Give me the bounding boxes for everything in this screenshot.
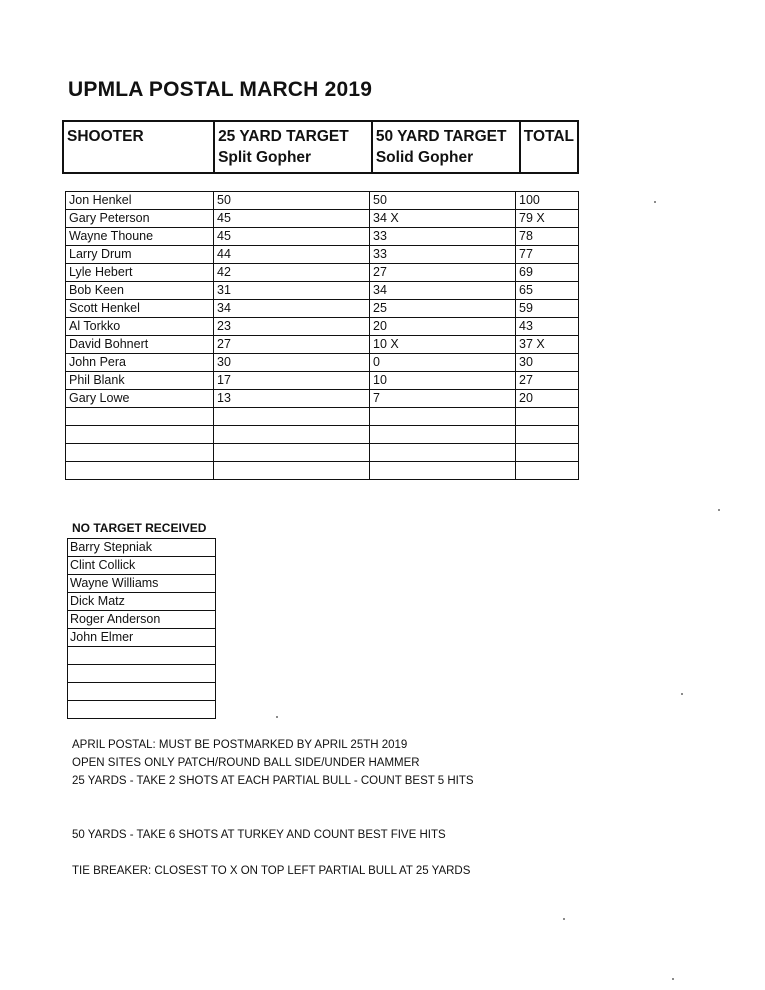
total-cell: 37 X <box>516 336 579 354</box>
total-cell: 59 <box>516 300 579 318</box>
table-row <box>66 228 579 246</box>
score-25-cell <box>214 426 370 444</box>
table-row <box>66 426 579 444</box>
no-target-table <box>67 538 216 719</box>
no-target-name: Roger Anderson <box>68 611 216 629</box>
header-25-yard-subtitle: Split Gopher <box>218 149 312 166</box>
note-april-postal: APRIL POSTAL: MUST BE POSTMARKED BY APRIL 25TH 2019 <box>72 739 408 751</box>
total-cell: 78 <box>516 228 579 246</box>
score-25-cell: 31 <box>214 282 370 300</box>
no-target-name <box>68 701 216 719</box>
shooter-cell: Phil Blank <box>66 372 214 390</box>
table-row <box>66 282 579 300</box>
score-50-cell: 0 <box>370 354 516 372</box>
list-item <box>68 647 216 665</box>
no-target-name <box>68 665 216 683</box>
shooter-cell: Lyle Hebert <box>66 264 214 282</box>
score-25-cell: 30 <box>214 354 370 372</box>
note-open-sites: OPEN SITES ONLY PATCH/ROUND BALL SIDE/UNDER HAMMER <box>72 757 420 769</box>
table-row <box>66 264 579 282</box>
total-cell: 30 <box>516 354 579 372</box>
no-target-name: Clint Collick <box>68 557 216 575</box>
total-cell: 27 <box>516 372 579 390</box>
score-25-cell: 34 <box>214 300 370 318</box>
scan-speck <box>681 693 683 695</box>
scan-speck <box>672 978 674 980</box>
shooter-cell: Bob Keen <box>66 282 214 300</box>
shooter-cell: Gary Peterson <box>66 210 214 228</box>
score-25-cell <box>214 444 370 462</box>
note-tie-breaker: TIE BREAKER: CLOSEST TO X ON TOP LEFT PARTIAL BULL AT 25 YARDS <box>72 865 471 877</box>
scan-speck <box>654 201 656 203</box>
table-row <box>66 318 579 336</box>
shooter-cell: Gary Lowe <box>66 390 214 408</box>
shooter-cell: Larry Drum <box>66 246 214 264</box>
total-cell <box>516 426 579 444</box>
no-target-name: Barry Stepniak <box>68 539 216 557</box>
total-cell <box>516 444 579 462</box>
no-target-name: Dick Matz <box>68 593 216 611</box>
shooter-cell: Scott Henkel <box>66 300 214 318</box>
shooter-cell: Al Torkko <box>66 318 214 336</box>
list-item <box>68 701 216 719</box>
score-table-header <box>62 120 579 174</box>
total-cell <box>516 408 579 426</box>
score-50-cell: 34 X <box>370 210 516 228</box>
total-cell <box>516 462 579 480</box>
score-25-cell <box>214 462 370 480</box>
list-item <box>68 683 216 701</box>
header-50-yard-title: 50 YARD TARGET <box>375 128 507 145</box>
header-total-label: TOTAL <box>523 128 574 145</box>
header-50-yard-subtitle: Solid Gopher <box>375 149 474 166</box>
shooter-cell: Jon Henkel <box>66 192 214 210</box>
shooter-cell: David Bohnert <box>66 336 214 354</box>
no-target-name: Wayne Williams <box>68 575 216 593</box>
total-cell: 43 <box>516 318 579 336</box>
list-item <box>68 611 216 629</box>
total-cell: 20 <box>516 390 579 408</box>
scan-speck <box>718 509 720 511</box>
header-25-yard-title: 25 YARD TARGET <box>218 128 349 145</box>
shooter-cell: John Pera <box>66 354 214 372</box>
list-item <box>68 665 216 683</box>
header-shooter <box>63 121 214 173</box>
table-row <box>66 300 579 318</box>
table-row <box>66 210 579 228</box>
total-cell: 65 <box>516 282 579 300</box>
shooter-cell <box>66 444 214 462</box>
shooter-cell: Wayne Thoune <box>66 228 214 246</box>
table-row <box>66 192 579 210</box>
score-50-cell: 20 <box>370 318 516 336</box>
score-50-cell: 50 <box>370 192 516 210</box>
score-50-cell <box>370 462 516 480</box>
score-50-cell: 7 <box>370 390 516 408</box>
no-target-title: NO TARGET RECEIVED <box>72 521 207 535</box>
note-25-yards: 25 YARDS - TAKE 2 SHOTS AT EACH PARTIAL BULL - COUNT BEST 5 HITS <box>72 775 474 787</box>
header-total <box>520 121 578 173</box>
header-shooter-label: SHOOTER <box>67 128 144 145</box>
scan-speck <box>276 716 278 718</box>
score-50-cell: 33 <box>370 228 516 246</box>
header-50-yard <box>372 121 520 173</box>
score-25-cell: 27 <box>214 336 370 354</box>
score-25-cell: 44 <box>214 246 370 264</box>
score-50-cell: 33 <box>370 246 516 264</box>
table-row <box>66 408 579 426</box>
total-cell: 77 <box>516 246 579 264</box>
table-row <box>66 372 579 390</box>
no-target-name: John Elmer <box>68 629 216 647</box>
header-row <box>63 121 578 173</box>
score-25-cell: 45 <box>214 228 370 246</box>
total-cell: 79 X <box>516 210 579 228</box>
total-cell: 69 <box>516 264 579 282</box>
table-row <box>66 354 579 372</box>
score-table <box>65 191 579 480</box>
scan-speck <box>563 918 565 920</box>
no-target-name <box>68 647 216 665</box>
score-25-cell: 45 <box>214 210 370 228</box>
list-item <box>68 557 216 575</box>
no-target-name <box>68 683 216 701</box>
score-50-cell <box>370 444 516 462</box>
shooter-cell <box>66 426 214 444</box>
table-row <box>66 444 579 462</box>
list-item <box>68 575 216 593</box>
score-50-cell: 10 <box>370 372 516 390</box>
score-50-cell: 10 X <box>370 336 516 354</box>
shooter-cell <box>66 462 214 480</box>
score-25-cell: 13 <box>214 390 370 408</box>
table-row <box>66 390 579 408</box>
score-50-cell <box>370 408 516 426</box>
note-50-yards: 50 YARDS - TAKE 6 SHOTS AT TURKEY AND COUNT BEST FIVE HITS <box>72 829 446 841</box>
total-cell: 100 <box>516 192 579 210</box>
list-item <box>68 539 216 557</box>
score-25-cell <box>214 408 370 426</box>
list-item <box>68 629 216 647</box>
table-row <box>66 246 579 264</box>
list-item <box>68 593 216 611</box>
shooter-cell <box>66 408 214 426</box>
table-row <box>66 462 579 480</box>
score-25-cell: 17 <box>214 372 370 390</box>
score-50-cell: 25 <box>370 300 516 318</box>
score-50-cell: 27 <box>370 264 516 282</box>
score-25-cell: 50 <box>214 192 370 210</box>
page-title: UPMLA POSTAL MARCH 2019 <box>68 78 373 101</box>
score-25-cell: 42 <box>214 264 370 282</box>
table-row <box>66 336 579 354</box>
score-25-cell: 23 <box>214 318 370 336</box>
header-25-yard <box>214 121 372 173</box>
score-50-cell: 34 <box>370 282 516 300</box>
score-50-cell <box>370 426 516 444</box>
